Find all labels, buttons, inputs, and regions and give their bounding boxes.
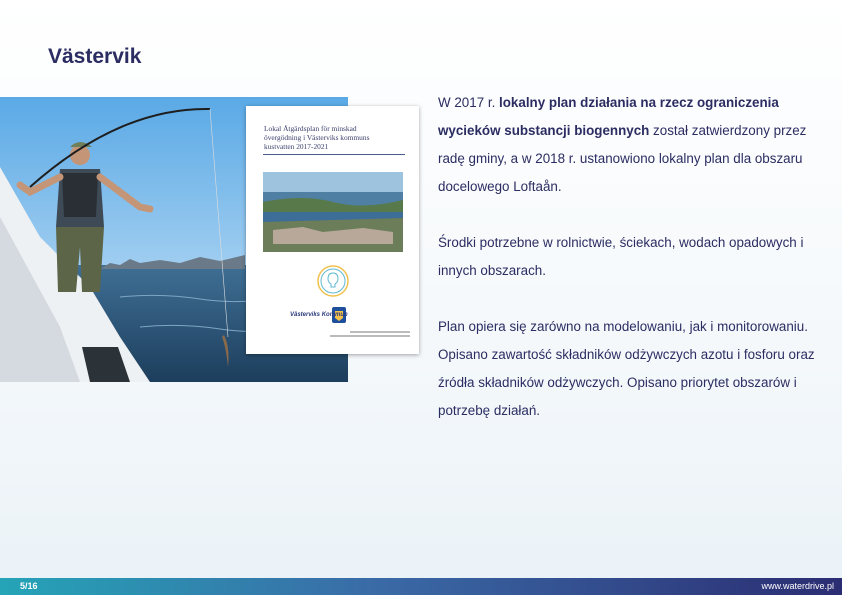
cover-aerial-photo xyxy=(263,172,403,252)
paragraph xyxy=(438,89,828,201)
page-number: 5/16 xyxy=(20,581,38,591)
cover-divider xyxy=(263,154,405,155)
paragraph: Środki potrzebne w rolnictwie, ściekach, wodach opadowych i innych obszarach. xyxy=(438,235,804,278)
cover-title-line: Lokal Åtgärdsplan för minskad xyxy=(264,124,357,133)
footer-bar xyxy=(0,578,842,595)
report-cover xyxy=(246,106,419,354)
website-link[interactable]: www.waterdrive.pl xyxy=(761,581,834,591)
municipality-logo-text: Västerviks Kommun xyxy=(290,312,348,318)
cover-reference-lines xyxy=(320,330,410,337)
page-title: Västervik xyxy=(48,45,142,68)
cover-title-line: kustvatten 2017-2021 xyxy=(264,142,329,151)
cover-title xyxy=(264,124,406,151)
paragraph-emphasis: lokalny plan działania na rzecz ograniczenia wycieków substancji biogennych xyxy=(438,95,779,138)
paragraph: Plan opiera się zarówno na modelowaniu, jak i monitorowaniu. Opisano zawartość składników odżywczych azotu i fosforu oraz źródła składników odżywczych. Opisano priorytet obszarów i potrzebę działań. xyxy=(438,319,815,418)
body-text xyxy=(438,89,828,453)
baltic-sea-badge-icon xyxy=(316,264,350,298)
paragraph-text: W 2017 r. xyxy=(438,95,500,110)
paragraph-text: został zatwierdzony przez radę gminy, a w 2018 r. ustanowiono lokalny plan dla obszaru docelowego Loftaån. xyxy=(438,123,807,194)
cover-title-line: övergödning i Västerviks kommuns xyxy=(264,133,370,142)
